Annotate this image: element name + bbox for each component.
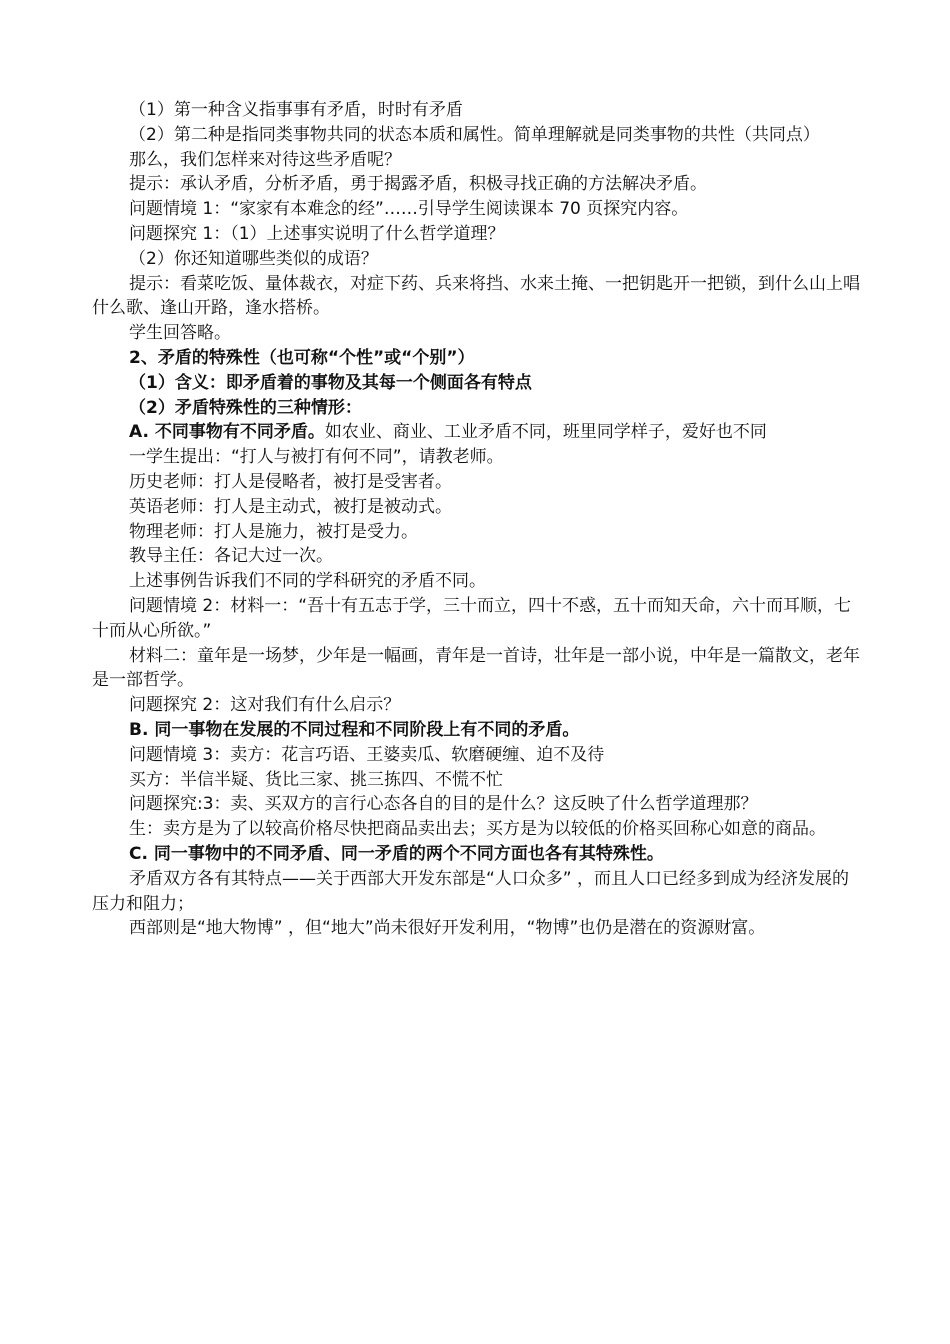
paragraph-scenario-3: 问题情境 3：卖方：花言巧语、王婆卖瓜、软磨硬缠、迫不及待 — [129, 744, 605, 765]
paragraph-student-reply: 生：卖方是为了以较高价格尽快把商品卖出去；买方是为以较低的价格买回称心如意的商品。 — [129, 819, 826, 840]
case-a-heading: A. 不同事物有不同矛盾。 — [129, 422, 325, 443]
paragraph-scenario-1: 问题情境 1：“家家有本难念的经”……引导学生阅读课本 70 页探究内容。 — [129, 199, 689, 220]
paragraph-material-2: 材料二：童年是一场梦，少年是一幅画，青年是一首诗，壮年是一部小说，中年是一篇散文，老年是一部哲学。 — [92, 645, 860, 691]
paragraph-physics-teacher: 物理老师：打人是施力，被打是受力。 — [129, 521, 418, 542]
subheading-meaning: （1）含义：即矛盾着的事物及其每一个侧面各有特点 — [129, 372, 532, 393]
paragraph-meaning-1: （1）第一种含义指事事有矛盾，时时有矛盾 — [129, 100, 463, 120]
paragraph-dean: 教导主任：各记大过一次。 — [129, 546, 333, 567]
paragraph-student-answer: 学生回答略。 — [129, 323, 231, 344]
paragraph-hint-1: 提示：承认矛盾，分析矛盾，勇于揭露矛盾，积极寻找正确的方法解决矛盾。 — [129, 174, 707, 195]
case-a-text: 如农业、商业、工业矛盾不同，班里同学样子，爱好也不同 — [324, 422, 767, 443]
paragraph-question: 那么，我们怎样来对待这些矛盾呢？ — [129, 149, 401, 170]
paragraph-inquiry-1: 问题探究 1：（1）上述事实说明了什么哲学道理？ — [129, 223, 505, 244]
paragraph-history-teacher: 历史老师：打人是侵略者，被打是受害者。 — [129, 471, 452, 492]
paragraph-meaning-2: （2）第二种是指同类事物共同的状态本质和属性。简单理解就是同类事物的共性（共同点） — [129, 124, 820, 145]
subheading-three-cases: （2）矛盾特殊性的三种情形： — [129, 397, 362, 418]
paragraph-case-a — [92, 420, 862, 445]
paragraph-inquiry-3: 问题探究:3：卖、买双方的言行心态各自的目的是什么？这反映了什么哲学道理那？ — [129, 794, 758, 815]
paragraph-buyer: 买方：半信半疑、货比三家、挑三拣四、不慌不忙 — [129, 769, 503, 790]
paragraph-inquiry-1-part-2: （2）你还知道哪些类似的成语？ — [129, 248, 378, 269]
document-page — [92, 98, 862, 941]
case-c-heading: C. 同一事物中的不同矛盾、同一矛盾的两个不同方面也各有其特殊性。 — [129, 843, 664, 864]
section-heading-particularity: 2、矛盾的特殊性（也可称“个性”或“个别”） — [129, 347, 475, 368]
paragraph-english-teacher: 英语老师：打人是主动式，被打是被动式。 — [129, 496, 452, 517]
paragraph-scenario-2: 问题情境 2：材料一：“吾十有五志于学，三十而立，四十不惑，五十而知天命，六十而耳顺，七十而从心所欲。” — [92, 595, 852, 641]
paragraph-conclusion: 上述事例告诉我们不同的学科研究的矛盾不同。 — [129, 571, 486, 592]
paragraph-west: 西部则是“地大物博” ，但“地大”尚未很好开发利用，“物博”也仍是潜在的资源财富。 — [129, 918, 766, 939]
paragraph-student-question: 一学生提出：“打人与被打有何不同”，请教老师。 — [129, 447, 504, 468]
case-b-heading: B. 同一事物在发展的不同过程和不同阶段上有不同的矛盾。 — [129, 719, 580, 740]
paragraph-hint-2: 提示：看菜吃饭、量体裁衣，对症下药、兵来将挡、水来土掩、一把钥匙开一把锁，到什么山上唱什么歌、逢山开路，逢水搭桥。 — [92, 273, 860, 319]
paragraph-inquiry-2: 问题探究 2：这对我们有什么启示？ — [129, 695, 401, 716]
paragraph-east: 矛盾双方各有其特点——关于西部大开发东部是“人口众多” ，而且人口已经多到成为经济发展的压力和阻力； — [92, 868, 850, 914]
